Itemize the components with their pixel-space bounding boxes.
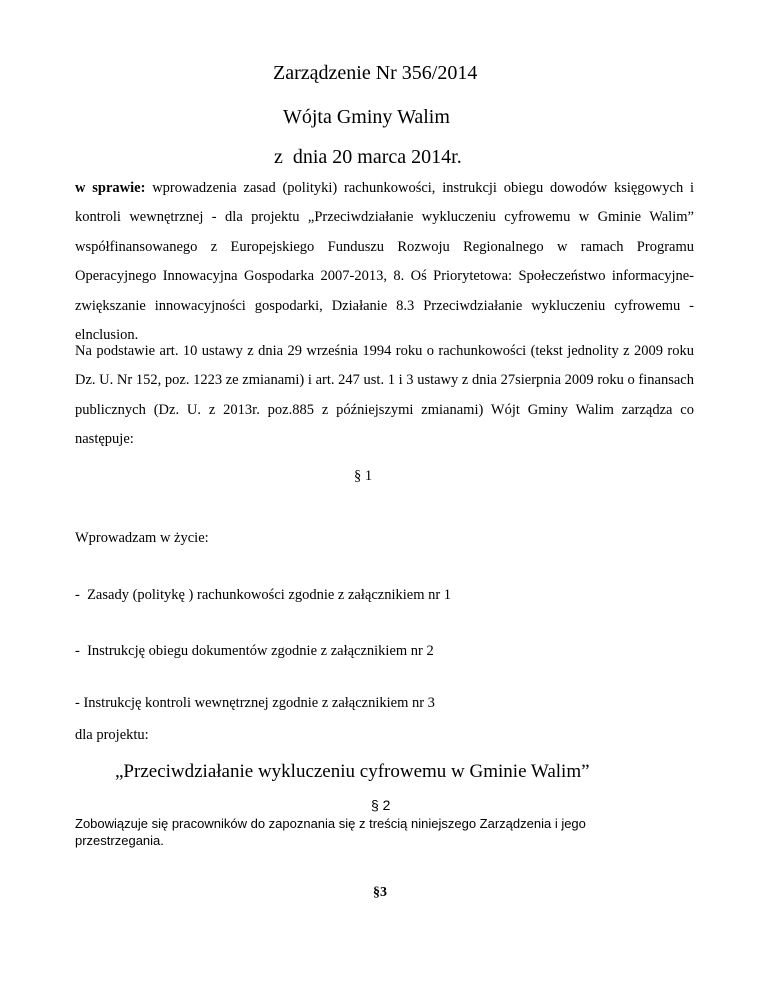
section-1-heading: § 1: [354, 468, 373, 484]
document-title: Zarządzenie Nr 356/2014: [273, 62, 478, 84]
legal-basis-paragraph: [75, 337, 694, 455]
list-item-1: - Zasady (politykę ) rachunkowości zgodnie z załącznikiem nr 1: [75, 587, 452, 603]
introduce-text: Wprowadzam w życie:: [75, 530, 209, 546]
subject-paragraph: [75, 174, 694, 350]
project-name: „Przeciwdziałanie wykluczeniu cyfrowemu w Gminie Walim”: [115, 761, 590, 782]
subject-text: wprowadzenia zasad (polityki) rachunkowości, instrukcji obiegu dowodów księgowych i kontroli wewnętrznej - dla projektu „Przeciwdziałanie wykluczeniu cyfrowemu w Gminie Walim” współfinansowanego z Europejskiego Funduszu Rozwoju Regionalnego w ramach Programu Operacyjnego Innowacyjna Gospodarka 2007-2013, 8. Oś Priorytetowa: Społeczeństwo informacyjne-zwiększanie innowacyjności gospodarki, Działanie 8.3 Przeciwdziałanie wykluczeniu cyfrowemu - elnclusion.: [75, 180, 695, 344]
for-project-label: dla projektu:: [75, 727, 149, 743]
obligation-paragraph: Zobowiązuje się pracowników do zapoznania się z treścią niniejszego Zarządzenia i jego przestrzegania.: [75, 816, 586, 848]
subject-label: w sprawie:: [75, 180, 146, 196]
list-item-2: - Instrukcję obiegu dokumentów zgodnie z załącznikiem nr 2: [75, 643, 434, 659]
section-2-heading: § 2: [371, 797, 391, 813]
document-date: z dnia 20 marca 2014r.: [274, 146, 462, 168]
list-item-3: - Instrukcję kontroli wewnętrznej zgodnie z załącznikiem nr 3: [75, 695, 435, 711]
document-issuer: Wójta Gminy Walim: [283, 106, 450, 128]
legal-basis-text: Na podstawie art. 10 ustawy z dnia 29 września 1994 roku o rachunkowości (tekst jednolity z 2009 roku Dz. U. Nr 152, poz. 1223 ze zmianami) i art. 247 ust. 1 i 3 ustawy z dnia 27sierpnia 2009 roku o finansach publicznych (Dz. U. z 2013r. poz.885 z późniejszymi zmianami) Wójt Gminy Walim zarządza co następuje:: [75, 343, 694, 448]
section-3-heading: §3: [373, 885, 387, 900]
